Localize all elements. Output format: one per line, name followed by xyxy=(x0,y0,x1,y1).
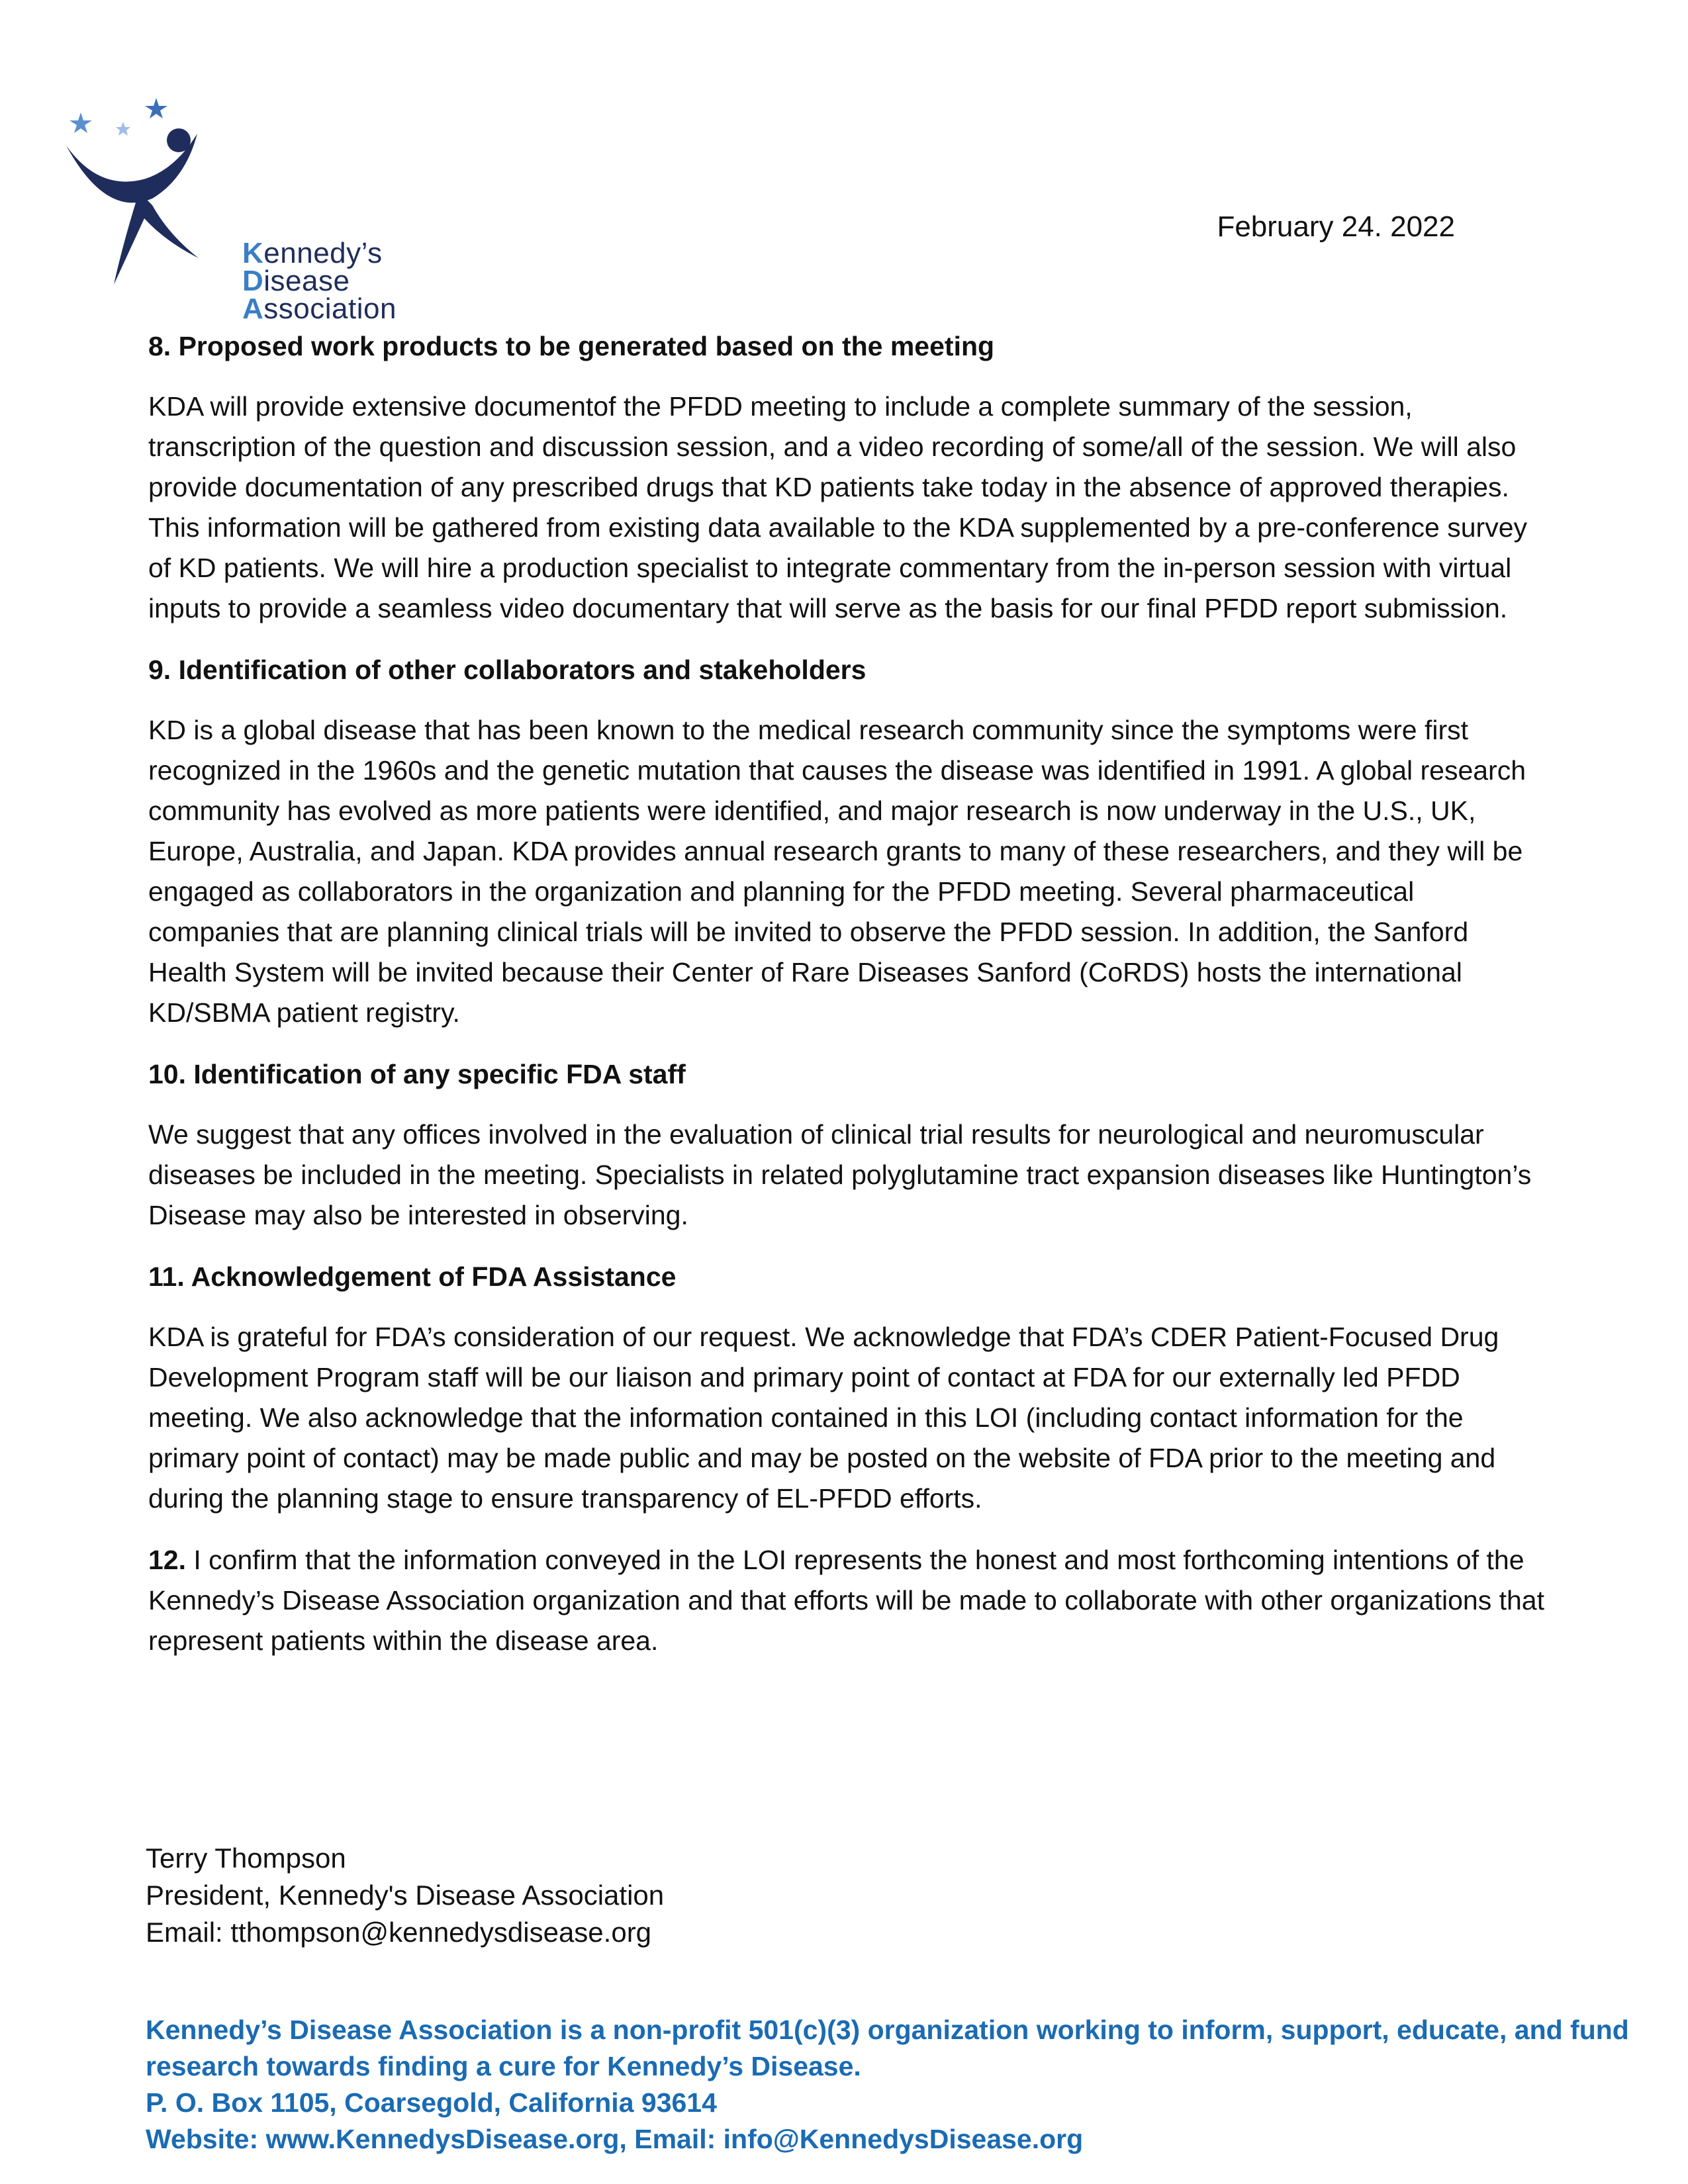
confirmation-text: I confirm that the information conveyed in the LOI represents the honest and most forthcoming intentions of the Kennedy’s Disease Association organization and that efforts will be made to collaborate with other organizations that represent patients within the disease area. xyxy=(148,1545,1544,1656)
letter-body xyxy=(148,326,1552,1682)
star-icon xyxy=(70,113,92,133)
footer-mission: Kennedy’s Disease Association is a non-profit 501(c)(3) organization working to inform, support, educate, and fund research towards finding a cure for Kennedy’s Disease. xyxy=(146,2015,1629,2081)
section-heading: 8. Proposed work products to be generated based on the meeting xyxy=(148,331,995,361)
confirmation-paragraph xyxy=(148,1540,1552,1661)
footer-contact: Website: www.KennedysDisease.org, Email: info@KennedysDisease.org xyxy=(146,2124,1084,2154)
confirmation-number: 12. xyxy=(148,1545,186,1575)
section-paragraph: KDA will provide extensive documentof the PFDD meeting to include a complete summary of the session, transcription of the question and discussion session, and a video recording of some/all of the session. We will also provide documentation of any prescribed drugs that KD patients take today in the absence of approved therapies. This information will be gathered from existing data available to the KDA supplemented by a pre-conference survey of KD patients. We will hire a production specialist to integrate commentary from the in-person session with virtual inputs to provide a seamless video documentary that will serve as the basis for our final PFDD report submission. xyxy=(148,391,1528,623)
section-heading: 9. Identification of other collaborators and stakeholders xyxy=(148,655,867,685)
section-10 xyxy=(148,1054,1552,1236)
section-8 xyxy=(148,326,1552,629)
footer-address: P. O. Box 1105, Coarsegold, California 93614 xyxy=(146,2087,717,2118)
logo-wordmark: Kennedy’s Disease Association xyxy=(242,237,397,325)
section-paragraph: We suggest that any offices involved in the evaluation of clinical trial results for neurological and neuromuscular diseases be included in the meeting. Specialists in related polyglutamine tract expansion diseases like Huntington’s Disease may also be interested in observing. xyxy=(148,1119,1532,1230)
section-paragraph: KDA is grateful for FDA’s consideration of our request. We acknowledge that FDA’s CDER Patient-Focused Drug Development Program staff will be our liaison and primary point of contact at FDA for our externally led PFDD meeting. We also acknowledge that the information contained in this LOI (including contact information for the primary point of contact) may be made public and may be posted on the website of FDA prior to the meeting and during the planning stage to ensure transparency of EL-PFDD efforts. xyxy=(148,1322,1499,1514)
star-icon xyxy=(116,122,130,136)
section-9 xyxy=(148,650,1552,1033)
signer-title: President, Kennedy's Disease Association xyxy=(146,1880,665,1911)
section-11 xyxy=(148,1257,1552,1519)
letter-date: February 24. 2022 xyxy=(1217,210,1455,243)
signer-name: Terry Thompson xyxy=(146,1843,346,1874)
kda-figure-icon xyxy=(60,93,245,291)
star-icon xyxy=(145,98,167,118)
footer xyxy=(146,2012,1642,2158)
signer-email: Email: tthompson@kennedysdisease.org xyxy=(146,1917,652,1948)
signature-block xyxy=(146,1840,664,1951)
section-heading: 11. Acknowledgement of FDA Assistance xyxy=(148,1261,677,1292)
section-paragraph: KD is a global disease that has been known to the medical research community since the symptoms were first recognized in the 1960s and the genetic mutation that causes the disease was identified in 1991. A global research community has evolved as more patients were identified, and major research is now underway in the U.S., UK, Europe, Australia, and Japan. KDA provides annual research grants to many of these researchers, and they will be engaged as collaborators in the organization and planning for the PFDD meeting. Several pharmaceutical companies that are planning clinical trials will be invited to observe the PFDD session. In addition, the Sanford Health System will be invited because their Center of Rare Diseases Sanford (CoRDS) hosts the international KD/SBMA patient registry. xyxy=(148,715,1526,1028)
kda-logo xyxy=(60,93,404,325)
section-heading: 10. Identification of any specific FDA staff xyxy=(148,1059,686,1089)
